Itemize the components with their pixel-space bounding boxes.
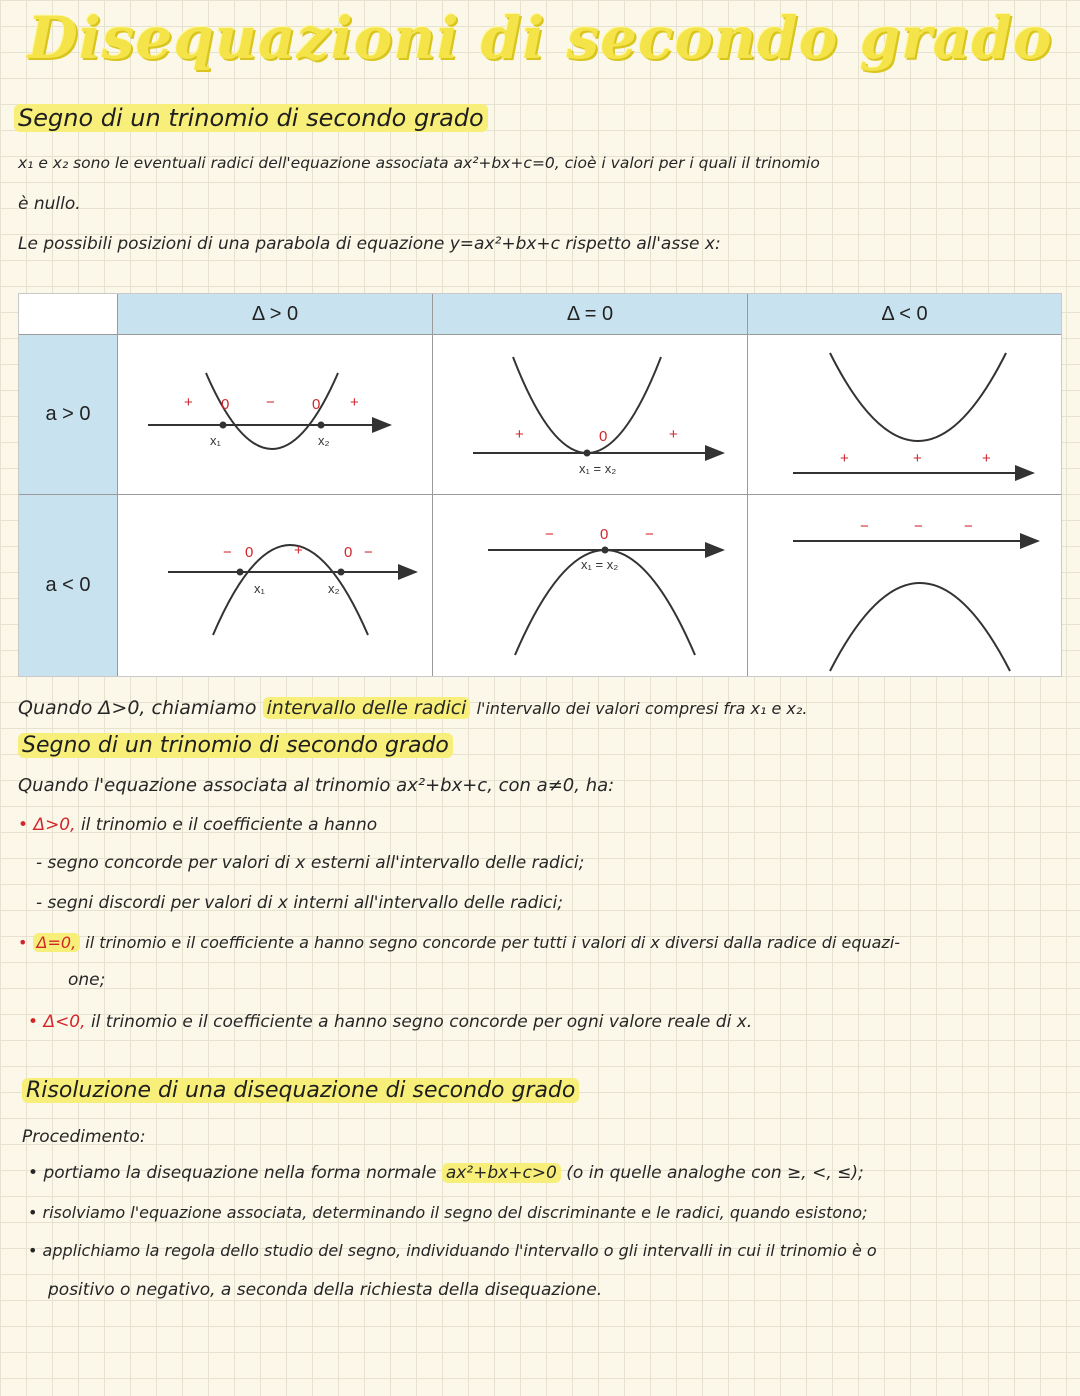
sign-minus: − xyxy=(645,526,654,543)
section-heading-solve-text: Risoluzione di una disequazione di secondo grado xyxy=(22,1078,579,1103)
bullet-delta-neg-text: il trinomio e il coefficiente a hanno segno concorde per ogni valore reale di x. xyxy=(90,1012,753,1032)
x1-label: x₁ xyxy=(210,433,221,448)
parabola-curve xyxy=(513,357,661,453)
bullet-delta-pos-cond: Δ>0, xyxy=(33,815,76,835)
graph-apos-deltapos xyxy=(118,335,432,494)
row-header-a-pos: a > 0 xyxy=(19,335,117,494)
text-procedure: Procedimento: xyxy=(22,1127,146,1147)
sign-minus: − xyxy=(364,544,373,561)
step-normal-form-post: (o in quelle analoghe con ≥, <, ≤); xyxy=(566,1163,864,1183)
step-sign-rule xyxy=(28,1241,877,1260)
bullet-delta-zero-cond: Δ=0, xyxy=(33,933,81,952)
sign-minus: − xyxy=(860,518,869,535)
sign-plus: + xyxy=(982,450,991,467)
sub-bullet-discordi: - segni discordi per valori di x interni all'intervallo delle radici; xyxy=(36,893,563,913)
zero-label: 0 xyxy=(245,544,254,561)
bullet-dot: • xyxy=(28,1012,39,1032)
step-normal-form-pre: portiamo la disequazione nella forma normale xyxy=(43,1163,437,1183)
col-header-delta-pos: Δ > 0 xyxy=(118,294,432,334)
zero-label: 0 xyxy=(599,428,608,445)
parabola-curve xyxy=(830,583,1010,671)
root-point xyxy=(602,547,609,554)
text-null: è nullo. xyxy=(18,194,81,214)
sign-plus: + xyxy=(840,450,849,467)
section-heading-sign-2-text: Segno di un trinomio di secondo grado xyxy=(18,733,453,758)
sign-minus: − xyxy=(545,526,554,543)
sign-plus: + xyxy=(669,426,678,443)
graph-apos-deltazero xyxy=(433,335,747,494)
root-point xyxy=(220,422,227,429)
text-when: Quando l'equazione associata al trinomio ax²+bx+c, con a≠0, ha: xyxy=(18,775,615,796)
sign-minus: − xyxy=(914,518,923,535)
section-heading-sign-text: Segno di un trinomio di secondo grado xyxy=(14,104,488,132)
sign-plus: + xyxy=(515,426,524,443)
sign-plus: + xyxy=(294,542,303,559)
text-interval-roots xyxy=(18,697,807,719)
table-corner xyxy=(19,294,117,334)
graph-apos-deltaneg xyxy=(748,335,1061,494)
root-point xyxy=(318,422,325,429)
section-heading-solve xyxy=(22,1078,579,1103)
step-solve xyxy=(28,1203,867,1222)
graph-aneg-deltaneg xyxy=(748,495,1061,676)
bullet-dot: • xyxy=(28,1241,38,1260)
text-roots: x₁ e x₂ sono le eventuali radici dell'equazione associata ax²+bx+c=0, cioè i valori per i quali il trinomio xyxy=(18,154,820,172)
x2-label: x₂ xyxy=(318,433,330,448)
row-header-a-neg: a < 0 xyxy=(19,495,117,676)
step-normal-form-hl: ax²+bx+c>0 xyxy=(442,1163,561,1183)
root-point xyxy=(237,569,244,576)
bullet-dot: • xyxy=(18,933,28,952)
bullet-delta-zero-cont: one; xyxy=(68,970,106,990)
sign-minus: − xyxy=(266,394,275,411)
parabola-table xyxy=(18,293,1062,677)
interval-post: l'intervallo dei valori compresi fra x₁ e x₂. xyxy=(476,699,808,718)
bullet-delta-zero-text: il trinomio e il coefficiente a hanno segno concorde per tutti i valori di x diversi dalla radice di equazi- xyxy=(85,933,901,952)
bullet-delta-zero xyxy=(18,933,900,952)
bullet-dot: • xyxy=(28,1203,38,1222)
root-point xyxy=(338,569,345,576)
step-sign-rule-cont: positivo o negativo, a seconda della richiesta della disequazione. xyxy=(48,1280,603,1300)
sign-plus: + xyxy=(184,394,193,411)
sign-plus: + xyxy=(350,394,359,411)
sub-bullet-concorde: - segno concorde per valori di x esterni all'intervallo delle radici; xyxy=(36,853,585,873)
interval-highlight: intervallo delle radici xyxy=(263,697,471,719)
graph-aneg-deltapos xyxy=(118,495,432,676)
root-point xyxy=(584,450,591,457)
parabola-curve xyxy=(830,353,1006,441)
section-heading-sign xyxy=(14,104,488,132)
zero-label: 0 xyxy=(221,396,230,413)
page-title: Disequazioni di secondo grado xyxy=(27,4,1053,72)
col-header-delta-zero: Δ = 0 xyxy=(433,294,747,334)
bullet-delta-neg-cond: Δ<0, xyxy=(43,1012,86,1032)
sign-minus: − xyxy=(223,544,232,561)
x2-label: x₂ xyxy=(328,581,340,596)
interval-pre: Quando Δ>0, chiamiamo xyxy=(18,697,257,719)
bullet-delta-neg xyxy=(28,1012,752,1032)
step-normal-form xyxy=(28,1163,864,1183)
bullet-dot: • xyxy=(28,1163,39,1183)
step-sign-rule-text: applichiamo la regola dello studio del segno, individuando l'intervallo o gli intervalli in cui il trinomio è o xyxy=(42,1241,877,1260)
zero-label: 0 xyxy=(312,396,321,413)
sign-plus: + xyxy=(913,450,922,467)
bullet-delta-pos-text: il trinomio e il coefficiente a hanno xyxy=(80,815,378,835)
x1-eq-x2-label: x₁ = x₂ xyxy=(581,557,619,572)
bullet-delta-pos xyxy=(18,815,377,835)
zero-label: 0 xyxy=(344,544,353,561)
text-positions: Le possibili posizioni di una parabola di equazione y=ax²+bx+c rispetto all'asse x: xyxy=(18,234,721,254)
sign-minus: − xyxy=(964,518,973,535)
col-header-delta-neg: Δ < 0 xyxy=(748,294,1061,334)
bullet-dot: • xyxy=(18,815,29,835)
x1-eq-x2-label: x₁ = x₂ xyxy=(579,461,617,476)
x1-label: x₁ xyxy=(254,581,265,596)
zero-label: 0 xyxy=(600,526,609,543)
graph-aneg-deltazero xyxy=(433,495,747,676)
step-solve-text: risolviamo l'equazione associata, determinando il segno del discriminante e le radici, quando esistono; xyxy=(42,1203,868,1222)
section-heading-sign-2 xyxy=(18,733,453,758)
